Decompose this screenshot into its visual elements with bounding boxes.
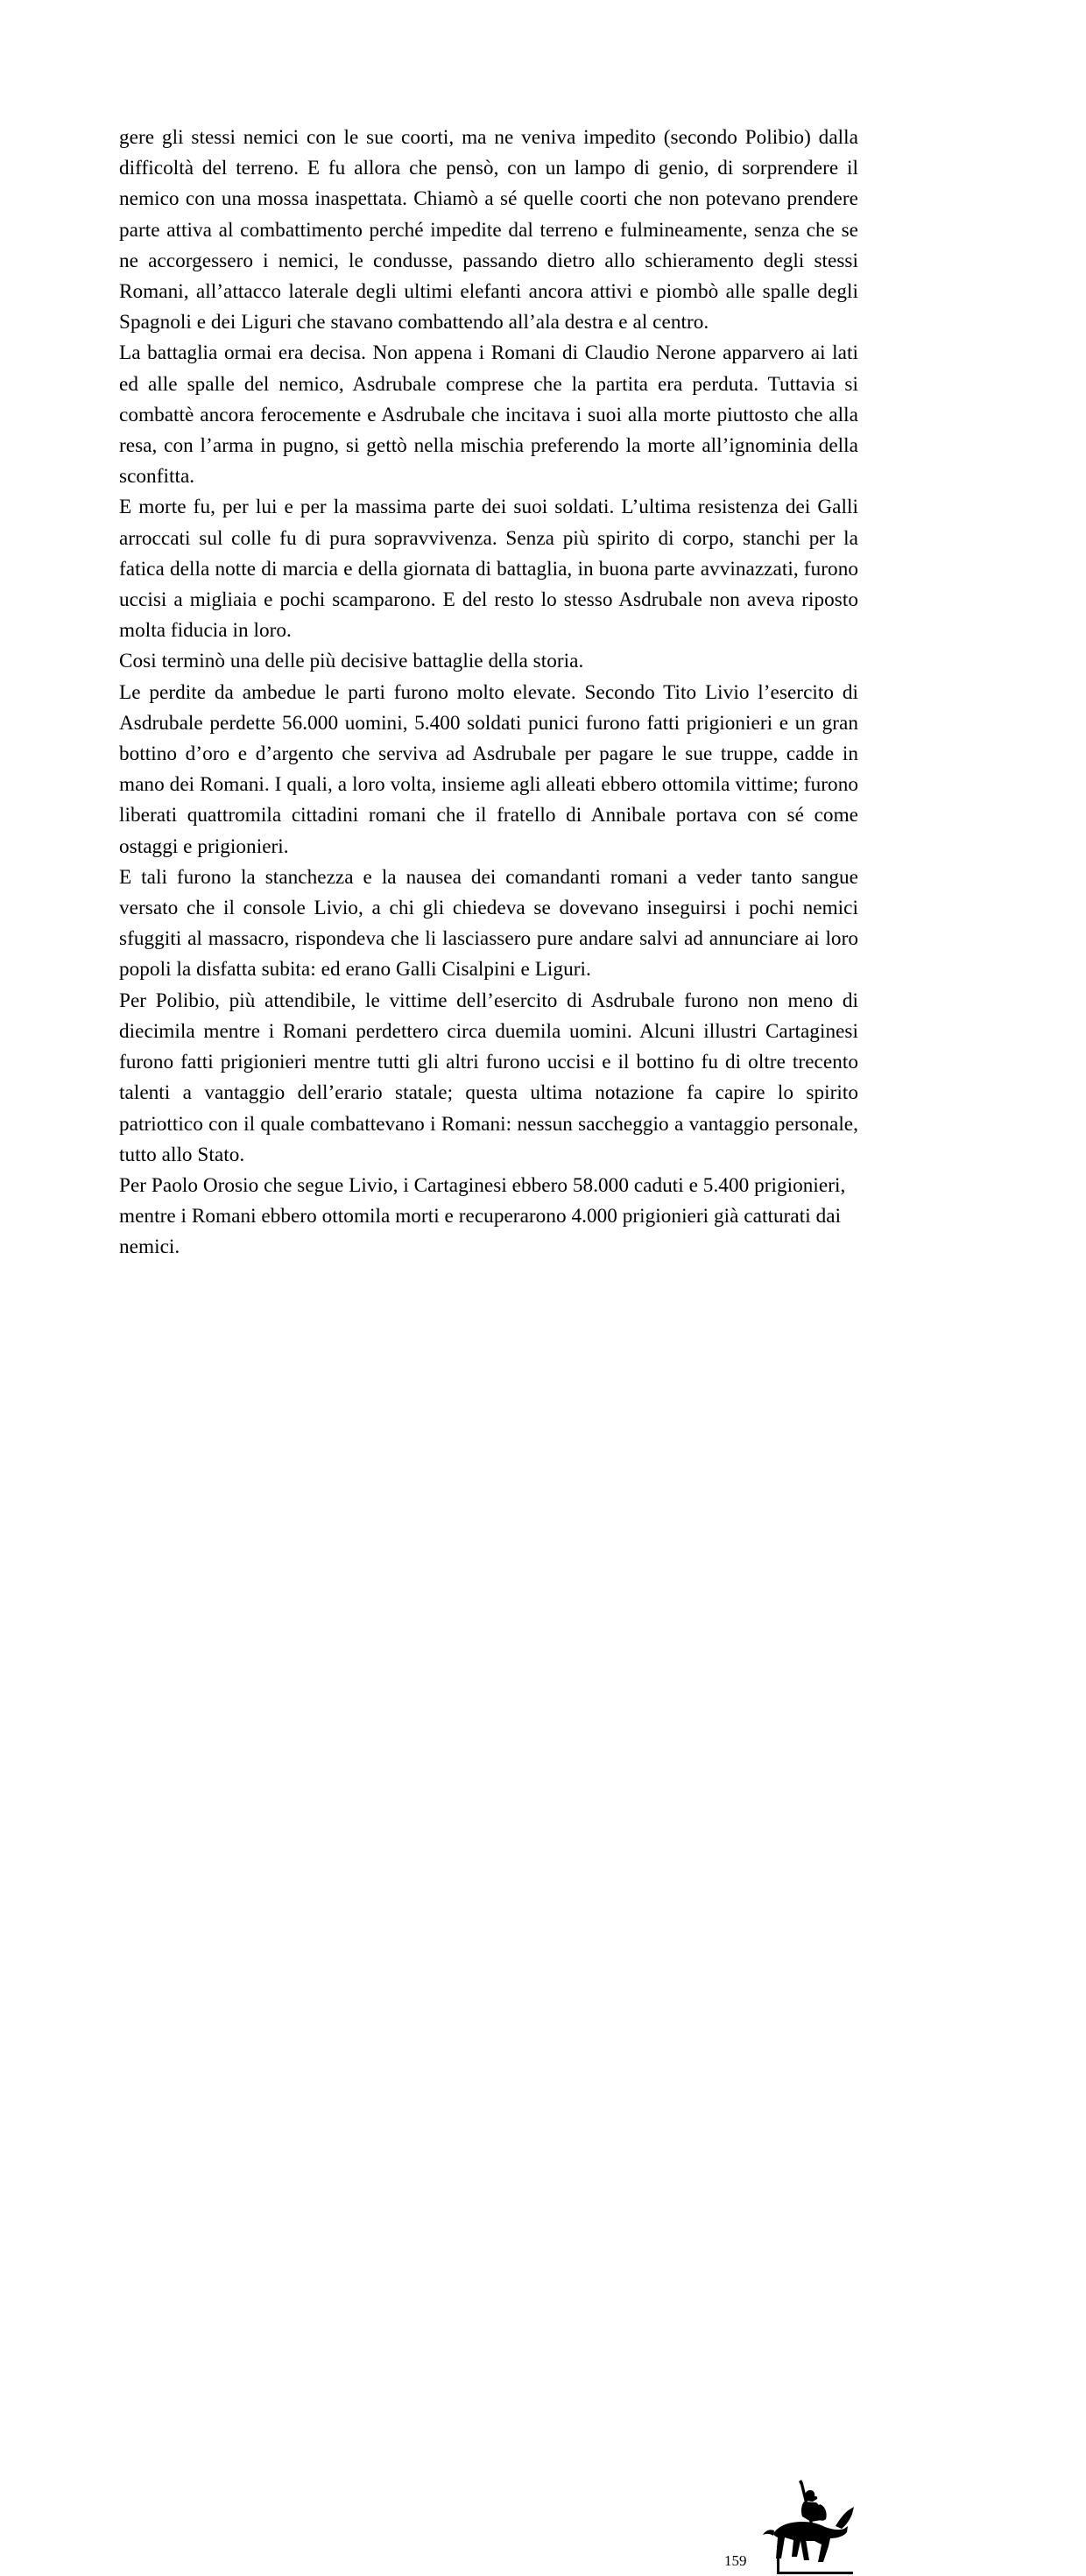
paragraph: Le perdite da ambedue le parti furono molto elevate. Secondo Tito Livio l’esercito di Asdrubale perdette 56.000 uomini, 5.400 soldati punici furono fatti prigionieri e un gran bottino d’oro e d’argento che serviva ad Asdrubale per pagare le sue truppe, cadde in mano dei Romani. I quali, a loro volta, insieme agli alleati ebbero ottomila vittime; furono liberati quattromila cittadini romani che il fratello di Annibale portava con sé come ostaggi e prigionieri. — [119, 680, 858, 858]
page-number: 159 — [724, 2552, 747, 2569]
page-footer — [0, 1252, 1086, 2569]
paragraph: E morte fu, per lui e per la massima parte dei suoi soldati. L’ultima resistenza dei Galli arroccati sul colle fu di pura sopravvivenza. Senza più spirito di corpo, stanchi per la fatica della notte di marcia e della giornata di battaglia, in buona parte avvinazzati, furono uccisi a migliaia e pochi scamparono. E del resto lo stesso Asdrubale non aveva riposto molta fiducia in loro. — [119, 496, 858, 643]
paragraph: La battaglia ormai era decisa. Non appena i Romani di Claudio Nerone apparvero ai lati ed alle spalle del nemico, Asdrubale comprese che la partita era perduta. Tuttavia si combattè ancora ferocemente e Asdrubale che incitava i suoi alla morte piuttosto che alla resa, con l’arma in pugno, si gettò nella mischia preferendo la morte all’ignominia della sconfitta. — [119, 341, 858, 489]
paragraph: Cosi terminò una delle più decisive battaglie della storia. — [119, 650, 584, 673]
paragraph: Per Polibio, più attendibile, le vittime dell’esercito di Asdrubale furono non meno di diecimila mentre i Romani perdettero circa duemila uomini. Alcuni illustri Cartaginesi furono fatti prigionieri mentre tutti gli altri furono uccisi e il bottino fu di oltre trecento talenti a vantaggio dell’erario statale; questa ultima notazione fa capire lo spirito patriottico con il quale combattevano i Romani: nessun saccheggio a vantaggio personale, tutto allo Stato. — [119, 989, 858, 1166]
footer-rule-vertical — [777, 2546, 779, 2574]
paragraph: gere gli stessi nemici con le sue coorti, ma ne veniva impedito (secondo Polibio) dalla difficoltà del terreno. E fu allora che pensò, con un lampo di genio, di sorprendere il nemico con una mossa inaspettata. Chiamò a sé quelle coorti che non potevano prendere parte attiva al combattimento perché impedite dal terreno e fulmineamente, senza che se ne accorgessero i nemici, le condusse, passando dietro allo schieramento degli stessi Romani, all’attacco laterale degli ultimi elefanti ancora attivi e piombò alle spalle degli Spagnoli e dei Liguri che stavano combattendo all’ala destra e al centro. — [119, 126, 858, 334]
paragraph: Per Paolo Orosio che segue Livio, i Cartaginesi ebbero 58.000 caduti e 5.400 prigionieri, mentre i Romani ebbero ottomila morti e recuperarono 4.000 prigionieri già catturati dai nemici. — [119, 1173, 846, 1259]
footer-rule-horizontal — [777, 2572, 853, 2574]
paragraph: E tali furono la stanchezza e la nausea dei comandanti romani a veder tanto sangue versato che il console Livio, a chi gli chiedeva se dovevano inseguirsi i pochi nemici sfuggiti al massacro, rispondeva che li lasciassero pure andare salvi ad annunciare ai loro popoli la disfatta subita: ed erano Galli Cisalpini e Liguri. — [119, 865, 858, 982]
body-text-column — [119, 123, 858, 1263]
roman-cavalryman-emblem-icon — [760, 2478, 857, 2576]
